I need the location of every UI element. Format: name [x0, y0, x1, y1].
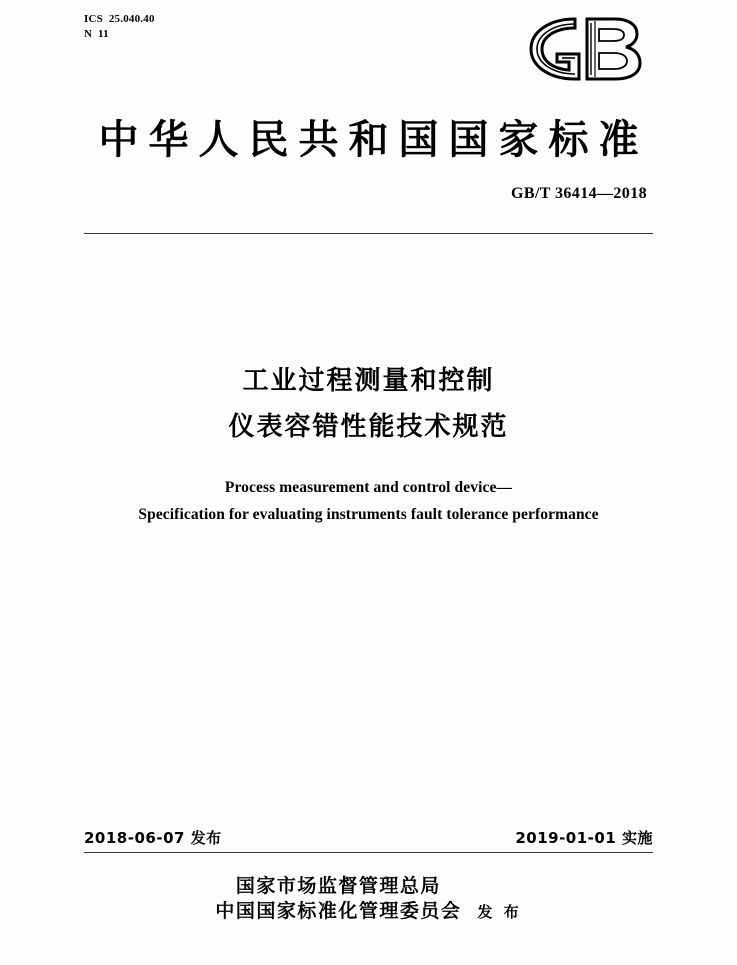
issuer-names	[215, 874, 461, 924]
standard-number: GB/T 36414—2018	[511, 185, 647, 202]
issuer-line-2: 中国国家标准化管理委员会	[215, 900, 462, 922]
document-title-chinese	[0, 358, 737, 450]
issue-date: 2018-06-07 发布	[84, 829, 222, 847]
ics-classification-block	[84, 12, 155, 42]
effective-date: 2019-01-01 实施	[515, 829, 653, 847]
footer-dates	[84, 827, 653, 848]
national-standard-title: 中华人民共和国国家标准	[98, 117, 649, 163]
document-title-english	[0, 474, 737, 528]
gb-emblem-icon	[509, 10, 659, 88]
document-title-english-line-2: Specification for evaluating instruments fault tolerance performance	[138, 506, 599, 523]
header-divider	[84, 233, 653, 234]
document-title-chinese-line-2: 仪表容错性能技术规范	[228, 412, 509, 442]
document-title-english-line-1: Process measurement and control device—	[224, 479, 513, 496]
footer-divider	[84, 852, 653, 853]
issuer-block	[0, 874, 737, 924]
ccs-code: N 11	[84, 27, 109, 40]
issuer-line-1: 国家市场监督管理总局	[235, 875, 441, 897]
document-title-chinese-line-1: 工业过程测量和控制	[242, 366, 495, 396]
ics-code: ICS 25.040.40	[84, 13, 155, 25]
issuer-action-label: 发 布	[477, 903, 522, 921]
